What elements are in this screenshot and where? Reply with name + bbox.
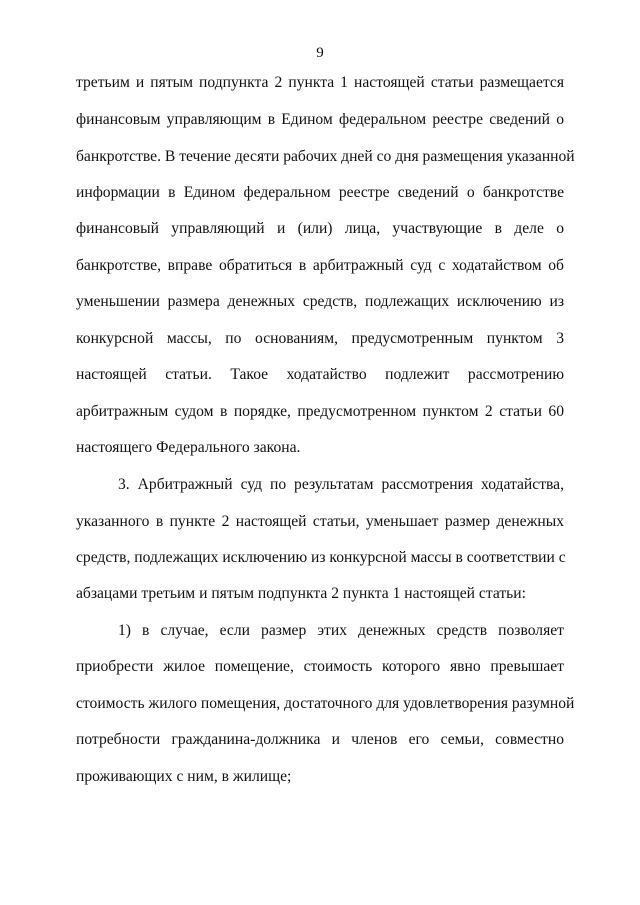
text-line: стоимость жилого помещения, достаточного для удовлетворения разумной — [76, 695, 575, 712]
text-line: финансовый управляющий и (или) лица, участвующие в деле о — [76, 220, 564, 237]
text-line: банкротстве, вправе обратиться в арбитражный суд с ходатайством об — [76, 257, 564, 274]
text-line: абзацами третьим и пятым подпункта 2 пункта 1 настоящей статьи: — [76, 585, 526, 602]
paragraph-3-start: 3. Арбитражный суд по результатам рассмотрения ходатайства, — [118, 476, 564, 493]
text-line: финансовым управляющим в Едином федеральном реестре сведений о — [76, 111, 564, 128]
text-line: проживающих с ним, в жилище; — [76, 768, 292, 785]
subparagraph-1-start: 1) в случае, если размер этих денежных средств позволяет — [118, 622, 564, 639]
text-line: настоящего Федерального закона. — [76, 439, 301, 456]
text-line: третьим и пятым подпункта 2 пункта 1 настоящей статьи размещается — [76, 74, 564, 91]
text-line: конкурсной массы, по основаниям, предусмотренным пунктом 3 — [76, 330, 564, 347]
text-line: настоящей статьи. Такое ходатайство подлежит рассмотрению — [76, 366, 564, 383]
text-line: информации в Едином федеральном реестре сведений о банкротстве — [76, 184, 564, 201]
text-line: арбитражным судом в порядке, предусмотренном пунктом 2 статьи 60 — [76, 403, 564, 420]
text-line: потребности гражданина-должника и членов его семьи, совместно — [76, 731, 564, 748]
text-line: приобрести жилое помещение, стоимость которого явно превышает — [76, 658, 564, 675]
text-line: средств, подлежащих исключению из конкурсной массы в соответствии с — [76, 549, 566, 566]
text-line: уменьшении размера денежных средств, подлежащих исключению из — [76, 293, 564, 310]
text-line: указанного в пункте 2 настоящей статьи, уменьшает размер денежных — [76, 513, 564, 530]
text-line: банкротстве. В течение десяти рабочих дней со дня размещения указанной — [76, 148, 575, 165]
page-number: 9 — [316, 45, 324, 61]
